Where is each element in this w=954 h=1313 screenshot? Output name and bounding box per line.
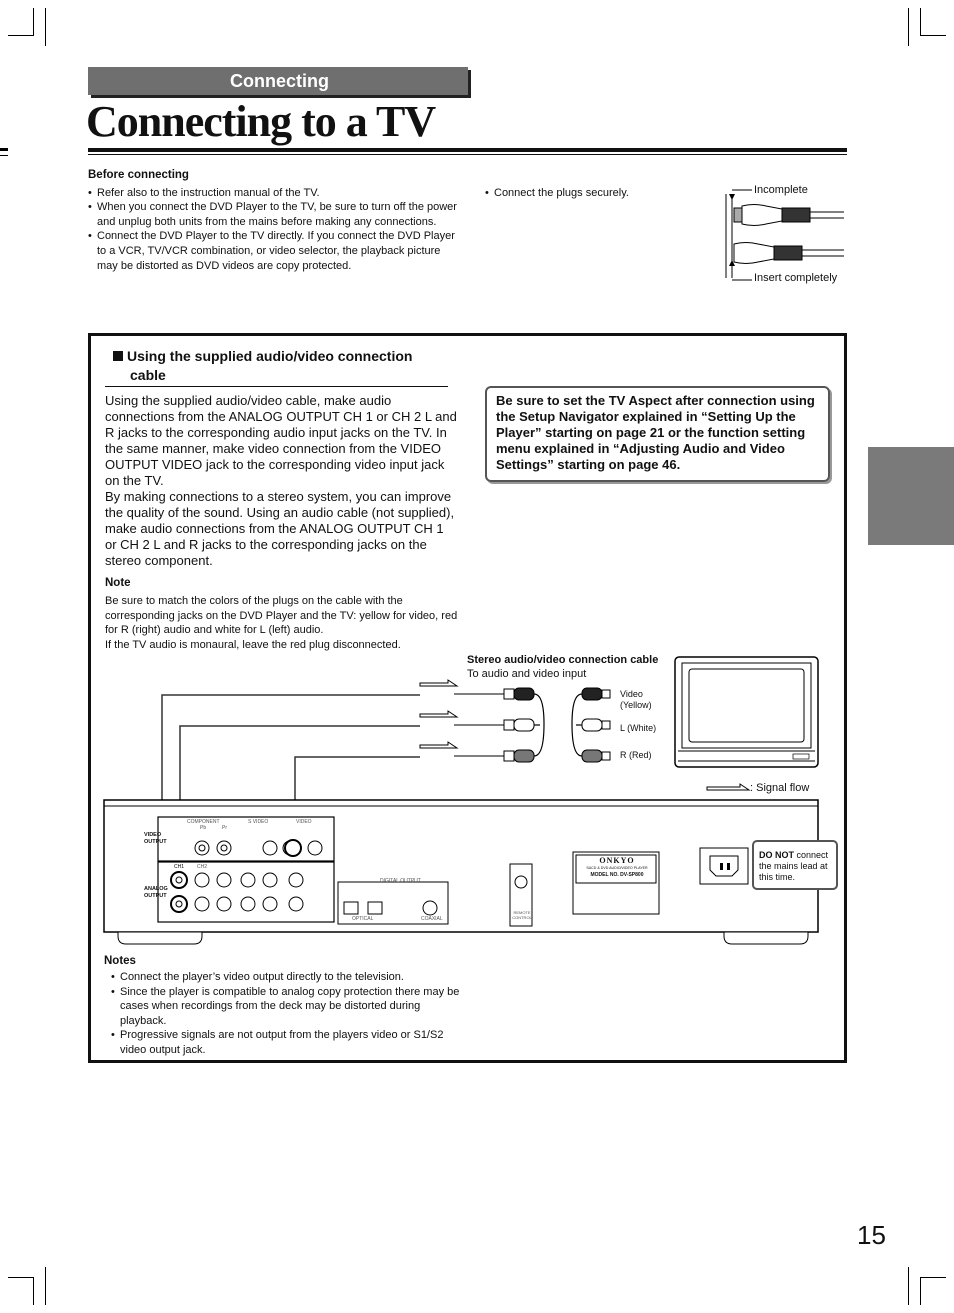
video-label-2: (Yellow) <box>620 700 652 710</box>
do-not-connect-warning <box>752 840 838 890</box>
registration-mark <box>0 148 8 151</box>
remote-control-label: REMOTE CONTROL <box>512 910 532 920</box>
video-label-1: Video <box>620 689 643 699</box>
registration-mark <box>0 155 8 156</box>
crop-mark <box>8 35 34 36</box>
crop-mark <box>45 8 46 46</box>
crop-mark <box>920 1277 946 1278</box>
crop-mark <box>908 1267 909 1305</box>
crop-mark <box>45 1267 46 1305</box>
crop-mark <box>920 1278 921 1305</box>
heading-rule <box>105 386 448 387</box>
connection-diagram <box>100 650 830 800</box>
signal-flow-legend: : Signal flow <box>750 782 810 794</box>
video-output-label: VIDEO OUTPUT <box>144 832 167 845</box>
ch2-label: CH2 <box>197 864 208 870</box>
page-title: Connecting to a TV <box>86 97 436 146</box>
crop-mark <box>33 8 34 35</box>
before-connecting <box>88 168 460 273</box>
pr-label: Pr <box>222 825 227 831</box>
cable-subtitle: To audio and video input <box>467 668 587 680</box>
note-body-p2: If the TV audio is monaural, leave the red plug disconnected. <box>105 638 401 651</box>
note-body <box>105 594 465 652</box>
coaxial-label: COAXIAL <box>421 916 443 922</box>
main-body-p2: By making connections to a stereo system, you can improve the quality of the sound. Using an audio cable (not supplied), make audio connections from the ANALOG OUTPUT CH 1 or CH 2 L and R jacks to the corresponding jacks on the stereo component. <box>105 489 455 568</box>
plug-illustration <box>724 186 849 286</box>
crop-mark <box>920 35 946 36</box>
model-number: MODEL NO. DV-SP800 <box>590 872 644 878</box>
section-tab: Connecting <box>88 67 468 95</box>
crop-mark <box>908 8 909 46</box>
square-bullet-icon <box>113 351 123 361</box>
list-item: • Refer also to the instruction manual of the TV. <box>88 186 460 201</box>
s-video-label: S VIDEO <box>248 819 269 825</box>
before-connecting-heading: Before connecting <box>88 169 189 181</box>
onkyo-logo: ONKYO <box>599 856 635 865</box>
section-heading <box>113 347 448 385</box>
plug-complete-label: Insert completely <box>754 272 838 284</box>
title-rule <box>88 148 847 152</box>
list-item: • When you connect the DVD Player to the TV, be sure to turn off the power and unplug both units from the mains before making any connections. <box>88 200 460 229</box>
list-item: • Connect the DVD Player to the TV directly. If you connect the DVD Player to a VCR, TV/VCR combination, or video selector, the playback picture may be distorted as DVD videos are copy protected. <box>88 229 460 273</box>
pb-label: Pb <box>200 825 207 831</box>
l-white-label: L (White) <box>620 723 657 733</box>
cable-title: Stereo audio/video connection cable <box>467 654 659 666</box>
crop-mark <box>8 1277 34 1278</box>
section-heading-line2: cable <box>130 367 166 383</box>
notes-heading: Notes <box>104 955 136 967</box>
section-heading-line1: Using the supplied audio/video connection <box>127 348 413 364</box>
r-red-label: R (Red) <box>620 750 652 760</box>
list-item: • Progressive signals are not output from the players video or S1/S2 video output jack. <box>111 1028 461 1057</box>
list-item: • Connect the plugs securely. <box>485 186 629 201</box>
plugs-bullet <box>485 186 629 201</box>
digital-output-label: DIGITAL OUTPUT <box>380 878 421 884</box>
tv-aspect-callout: Be sure to set the TV Aspect after connection using the Setup Navigator explained in “Setting Up the Player” starting on page 21 or the function setting menu explained in “Adjusting Audio and Video Settings” starting on page 46. <box>485 386 830 482</box>
note-heading: Note <box>105 577 131 589</box>
notes-list <box>111 970 461 1058</box>
do-not-bold: DO NOT <box>759 850 794 860</box>
list-item: • Connect the player’s video output directly to the television. <box>111 970 461 985</box>
product-name: SACD & DVD AUDIO/VIDEO PLAYER <box>586 866 648 870</box>
analog-output-label: ANALOG OUTPUT <box>144 886 168 899</box>
video-jack-label: VIDEO <box>296 819 312 825</box>
crop-mark <box>33 1278 34 1305</box>
page-number: 15 <box>857 1220 886 1250</box>
do-not-rest: connect the mains lead at this time. <box>759 850 829 882</box>
side-thumb-tab <box>868 447 954 545</box>
title-rule-thin <box>88 154 847 155</box>
ch1-label: CH1 <box>174 864 185 870</box>
crop-mark <box>920 8 921 35</box>
plug-incomplete-label: Incomplete <box>754 184 808 196</box>
optical-label: OPTICAL <box>352 916 374 922</box>
main-body-p1: Using the supplied audio/video cable, make audio connections from the ANALOG OUTPUT CH 1 or CH 2 L and R jacks to the corresponding audio input jacks on the TV. In the same manner, make video connection from the VIDEO OUTPUT VIDEO jack to the corresponding video input jack on the TV. <box>105 393 457 488</box>
component-label: COMPONENT <box>187 819 220 825</box>
list-item: • Since the player is compatible to analog copy protection there may be cases when recordings from the deck may be distorted during playback. <box>111 985 461 1029</box>
note-body-p1: Be sure to match the colors of the plugs on the cable with the corresponding jacks on the DVD Player and the TV: yellow for video, red for R (right) audio and white for L (left) audio. <box>105 595 458 637</box>
main-body <box>105 393 457 569</box>
